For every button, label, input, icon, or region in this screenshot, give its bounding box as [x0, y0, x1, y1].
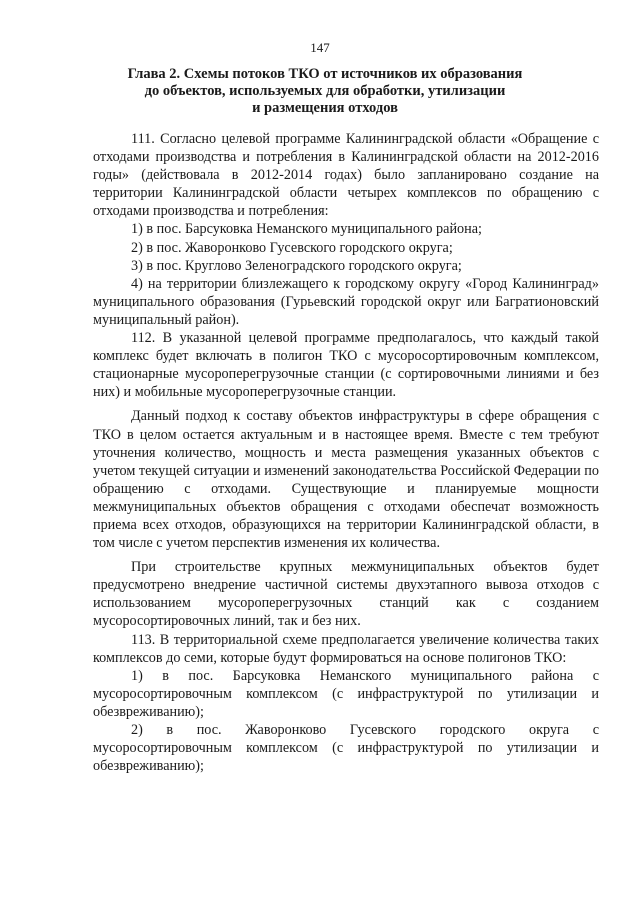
chapter-heading-line: Глава 2. Схемы потоков ТКО от источников их образования [127, 66, 523, 82]
list-item: 3) в пос. Круглово Зеленоградского городского округа; [131, 257, 462, 274]
list-item: 2) в пос. Жаворонково Гусевского городского округа с мусоросортировочным комплексом (с инфраструктурой по утилизации и обезвреживанию); [93, 722, 599, 775]
page-number: 147 [310, 40, 330, 55]
paragraph-112: 112. В указанной целевой программе предполагалось, что каждый такой комплекс будет включать в полигон ТКО с мусоросортировочным комплексом, стационарные мусороперегрузочные станции (с сортировочными линиями и без них) и мобильные мусороперегрузочные станции. [93, 330, 599, 401]
list-item: 1) в пос. Барсуковка Неманского муниципального района с мусоросортировочным комплексом (с инфраструктурой по утилизации и обезвреживанию); [93, 667, 599, 720]
chapter-heading-line: и размещения отходов [252, 100, 398, 116]
list-item: 2) в пос. Жаворонково Гусевского городского округа; [131, 239, 453, 256]
list-item: 1) в пос. Барсуковка Неманского муниципального района; [131, 221, 482, 238]
chapter-heading [90, 66, 560, 117]
chapter-heading-line: до объектов, используемых для обработки, утилизации [144, 83, 506, 99]
paragraph-113: 113. В территориальной схеме предполагается увеличение количества таких комплексов до семи, которые будут формироваться на основе полигонов ТКО: [93, 631, 599, 666]
body-text [93, 130, 599, 775]
paragraph-111: 111. Согласно целевой программе Калининградской области «Обращение с отходами производства и потребления в Калининградской области на 2012-2016 годы» (действовала в 2012-2014 годах) было запланировано создание на территории Калининградской области четырех комплексов по обращению с отходами производства и потребления: [93, 131, 599, 220]
list-item: 4) на территории близлежащего к городскому округу «Город Калининград» муниципального образования (Гурьевский городской округ или Багратионовский муниципальный район). [93, 275, 599, 328]
paragraph: При строительстве крупных межмуниципальных объектов будет предусмотрено внедрение частичной системы двухэтапного вывоза отходов с использованием мусороперегрузочных станций как с созданием мусоросортировочных линий, так и без них. [93, 559, 599, 630]
paragraph: Данный подход к составу объектов инфраструктуры в сфере обращения с ТКО в целом остается актуальным и в настоящее время. Вместе с тем требуют уточнения количество, мощность и места размещения указанных объектов с учетом текущей ситуации и изменений законодательства Российской Федерации по обращению с отходами. Существующие и планируемые мощности межмуниципальных объектов обращения с отходами обеспечат возможность приема всех отходов, образующихся на территории Калининградской области, в том числе с учетом перспектив изменения их количества. [93, 408, 599, 552]
